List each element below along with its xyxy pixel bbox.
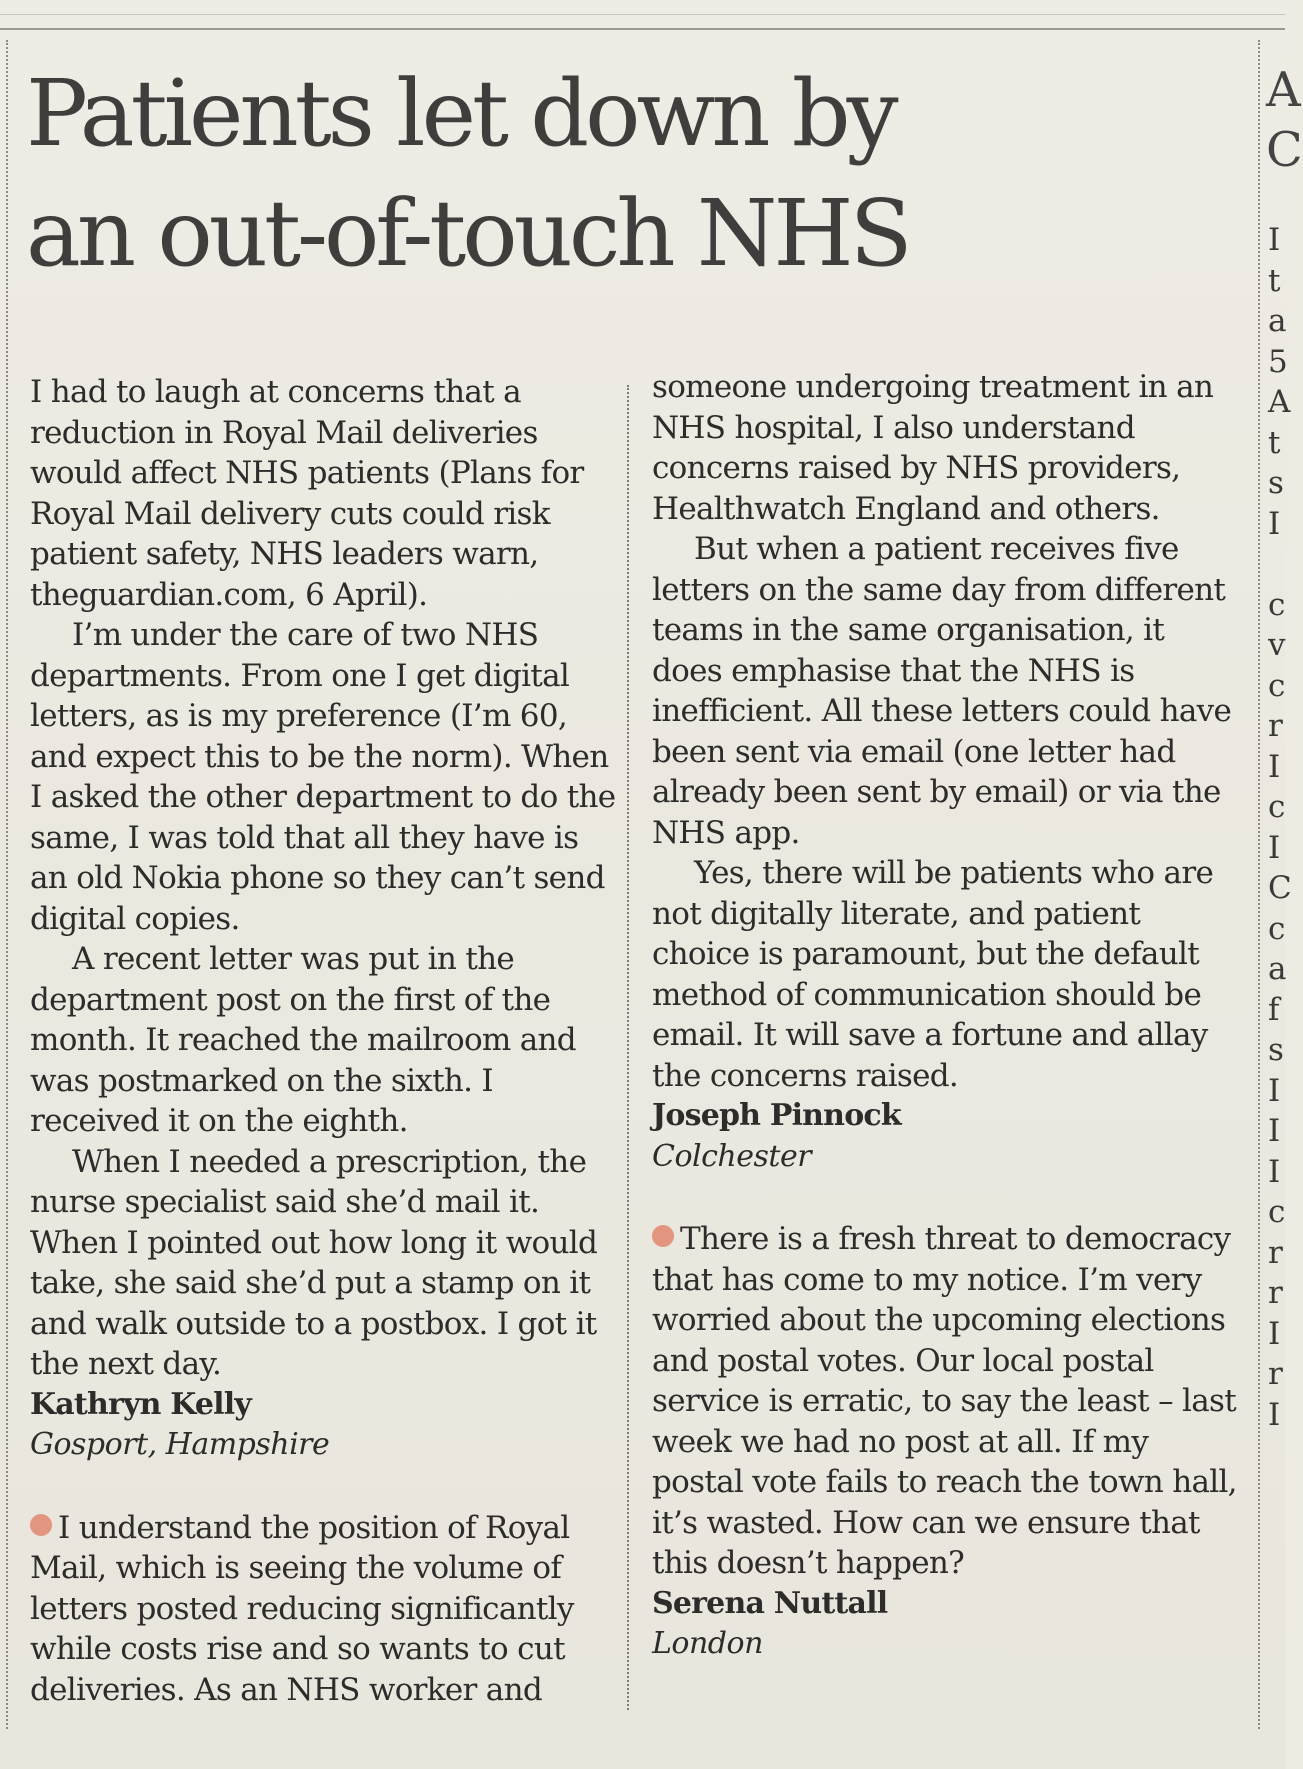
edge-letter: a <box>1268 303 1287 339</box>
letter-location: London <box>652 1626 763 1661</box>
edge-letter: A <box>1268 384 1291 420</box>
letter-kathryn-kelly <box>30 372 620 1466</box>
left-column <box>30 372 620 1710</box>
edge-letter: f <box>1268 991 1280 1028</box>
letter-author: Joseph Pinnock <box>652 1098 901 1133</box>
column-dotted-rule <box>627 385 629 1710</box>
top-divider-thin <box>0 14 1285 15</box>
right-column <box>652 367 1242 1665</box>
edge-letter: t <box>1268 424 1281 461</box>
letter-paragraph: A recent letter was put in the department post on the first of the month. It reached the mailroom and was postmarked on the sixth. I received it on the eighth. <box>30 941 576 1139</box>
letter-author: Kathryn Kelly <box>30 1386 252 1422</box>
edge-letter: C <box>1268 870 1292 906</box>
edge-letter: c <box>1268 910 1286 947</box>
edge-letter: s <box>1268 1032 1284 1068</box>
edge-letter: a <box>1268 951 1287 987</box>
left-dotted-rule <box>6 40 8 1729</box>
letter-paragraph: I had to laugh at concerns that a reduction in Royal Mail deliveries would affect NHS patients (Plans for Royal Mail delivery cuts could risk patient safety, NHS leaders warn, theguardian.com, 6 April). <box>30 374 584 613</box>
top-divider <box>0 28 1285 30</box>
letter-location: Colchester <box>652 1138 812 1174</box>
letter-paragraph <box>30 1508 620 1711</box>
edge-letter: r <box>1268 708 1283 744</box>
edge-letter: r <box>1268 1275 1283 1311</box>
edge-letter: c <box>1268 586 1286 623</box>
edge-letter: I <box>1268 1113 1281 1149</box>
edge-glyph: C <box>1266 122 1303 178</box>
letter-separator <box>652 1177 1242 1219</box>
bullet-dot-icon <box>652 1225 674 1247</box>
headline-line-1: Patients let down by <box>26 60 895 167</box>
letter-paragraph: Yes, there will be patients who are not digitally literate, and patient choice is paramount, but the default method of communication should be email. It will save a fortune and allay the concerns raised. <box>652 855 1214 1094</box>
letter-paragraph: But when a patient receives five letters on the same day from different teams in the same organisation, it does emphasise that the NHS is inefficient. All these letters could have been sent via email (one letter had already been sent by email) or via the NHS app. <box>652 531 1232 851</box>
edge-letter: v <box>1268 627 1286 663</box>
next-article-edge-heading <box>1266 60 1303 180</box>
edge-glyph: A <box>1266 62 1301 118</box>
letter-joseph-pinnock-start <box>30 1508 620 1711</box>
bullet-dot-icon <box>30 1514 52 1536</box>
edge-letter: c <box>1268 667 1286 704</box>
edge-letter: I <box>1268 748 1281 785</box>
letter-separator <box>30 1466 620 1508</box>
edge-letter: 5 <box>1268 343 1288 380</box>
letter-paragraph-text: There is a fresh threat to democracy that has come to my notice. I’m very worried about the upcoming elections and postal votes. Our local postal service is erratic, to say the least – last week we had no post at all. If my postal vote fails to reach the town hall, it’s wasted. How can we ensure that this doesn’t happen? <box>652 1221 1237 1581</box>
edge-letter: I <box>1268 829 1281 866</box>
letter-paragraph: I’m under the care of two NHS departments. From one I get digital letters, as is my preference (I’m 60, and expect this to be the norm). When I asked the other department to do the same, I was told that all they have is an old Nokia phone so they can’t send digital copies. <box>30 617 616 937</box>
edge-letter: I <box>1268 1396 1281 1433</box>
edge-letter: I <box>1268 1153 1281 1190</box>
letter-author: Serena Nuttall <box>652 1585 888 1621</box>
right-dotted-rule <box>1258 40 1260 1729</box>
letter-paragraph: When I needed a prescription, the nurse specialist said she’d mail it. When I pointed out how long it would take, she said she’d put a stamp on it and walk outside to a postbox. I got it the next day. <box>30 1143 598 1382</box>
letter-serena-nuttall <box>652 1219 1242 1665</box>
letter-paragraph <box>652 1219 1242 1584</box>
letter-joseph-pinnock-continued <box>652 367 1242 1177</box>
edge-letter: I <box>1268 1072 1281 1109</box>
edge-letter: I <box>1268 505 1281 542</box>
edge-letter: r <box>1268 1356 1283 1392</box>
edge-letter: I <box>1268 1315 1281 1352</box>
edge-letter: r <box>1268 1234 1283 1271</box>
edge-letter: c <box>1268 1194 1286 1230</box>
edge-letter: s <box>1268 465 1284 501</box>
letter-paragraph: someone undergoing treatment in an NHS hospital, I also understand concerns raised by NHS providers, Healthwatch England and others. <box>652 369 1214 527</box>
edge-letter: c <box>1268 789 1286 825</box>
edge-letter: t <box>1268 262 1281 299</box>
next-article-edge-text <box>1268 220 1298 1435</box>
letter-paragraph-text: I understand the position of Royal Mail, which is seeing the volume of letters posted reducing significantly while costs rise and so wants to cut deliveries. As an NHS worker and <box>30 1509 574 1708</box>
edge-letter <box>1268 544 1298 585</box>
headline <box>26 54 1226 294</box>
edge-letter: I <box>1268 222 1281 258</box>
letter-location: Gosport, Hampshire <box>30 1427 330 1462</box>
headline-line-2: an out-of-touch NHS <box>26 180 909 287</box>
